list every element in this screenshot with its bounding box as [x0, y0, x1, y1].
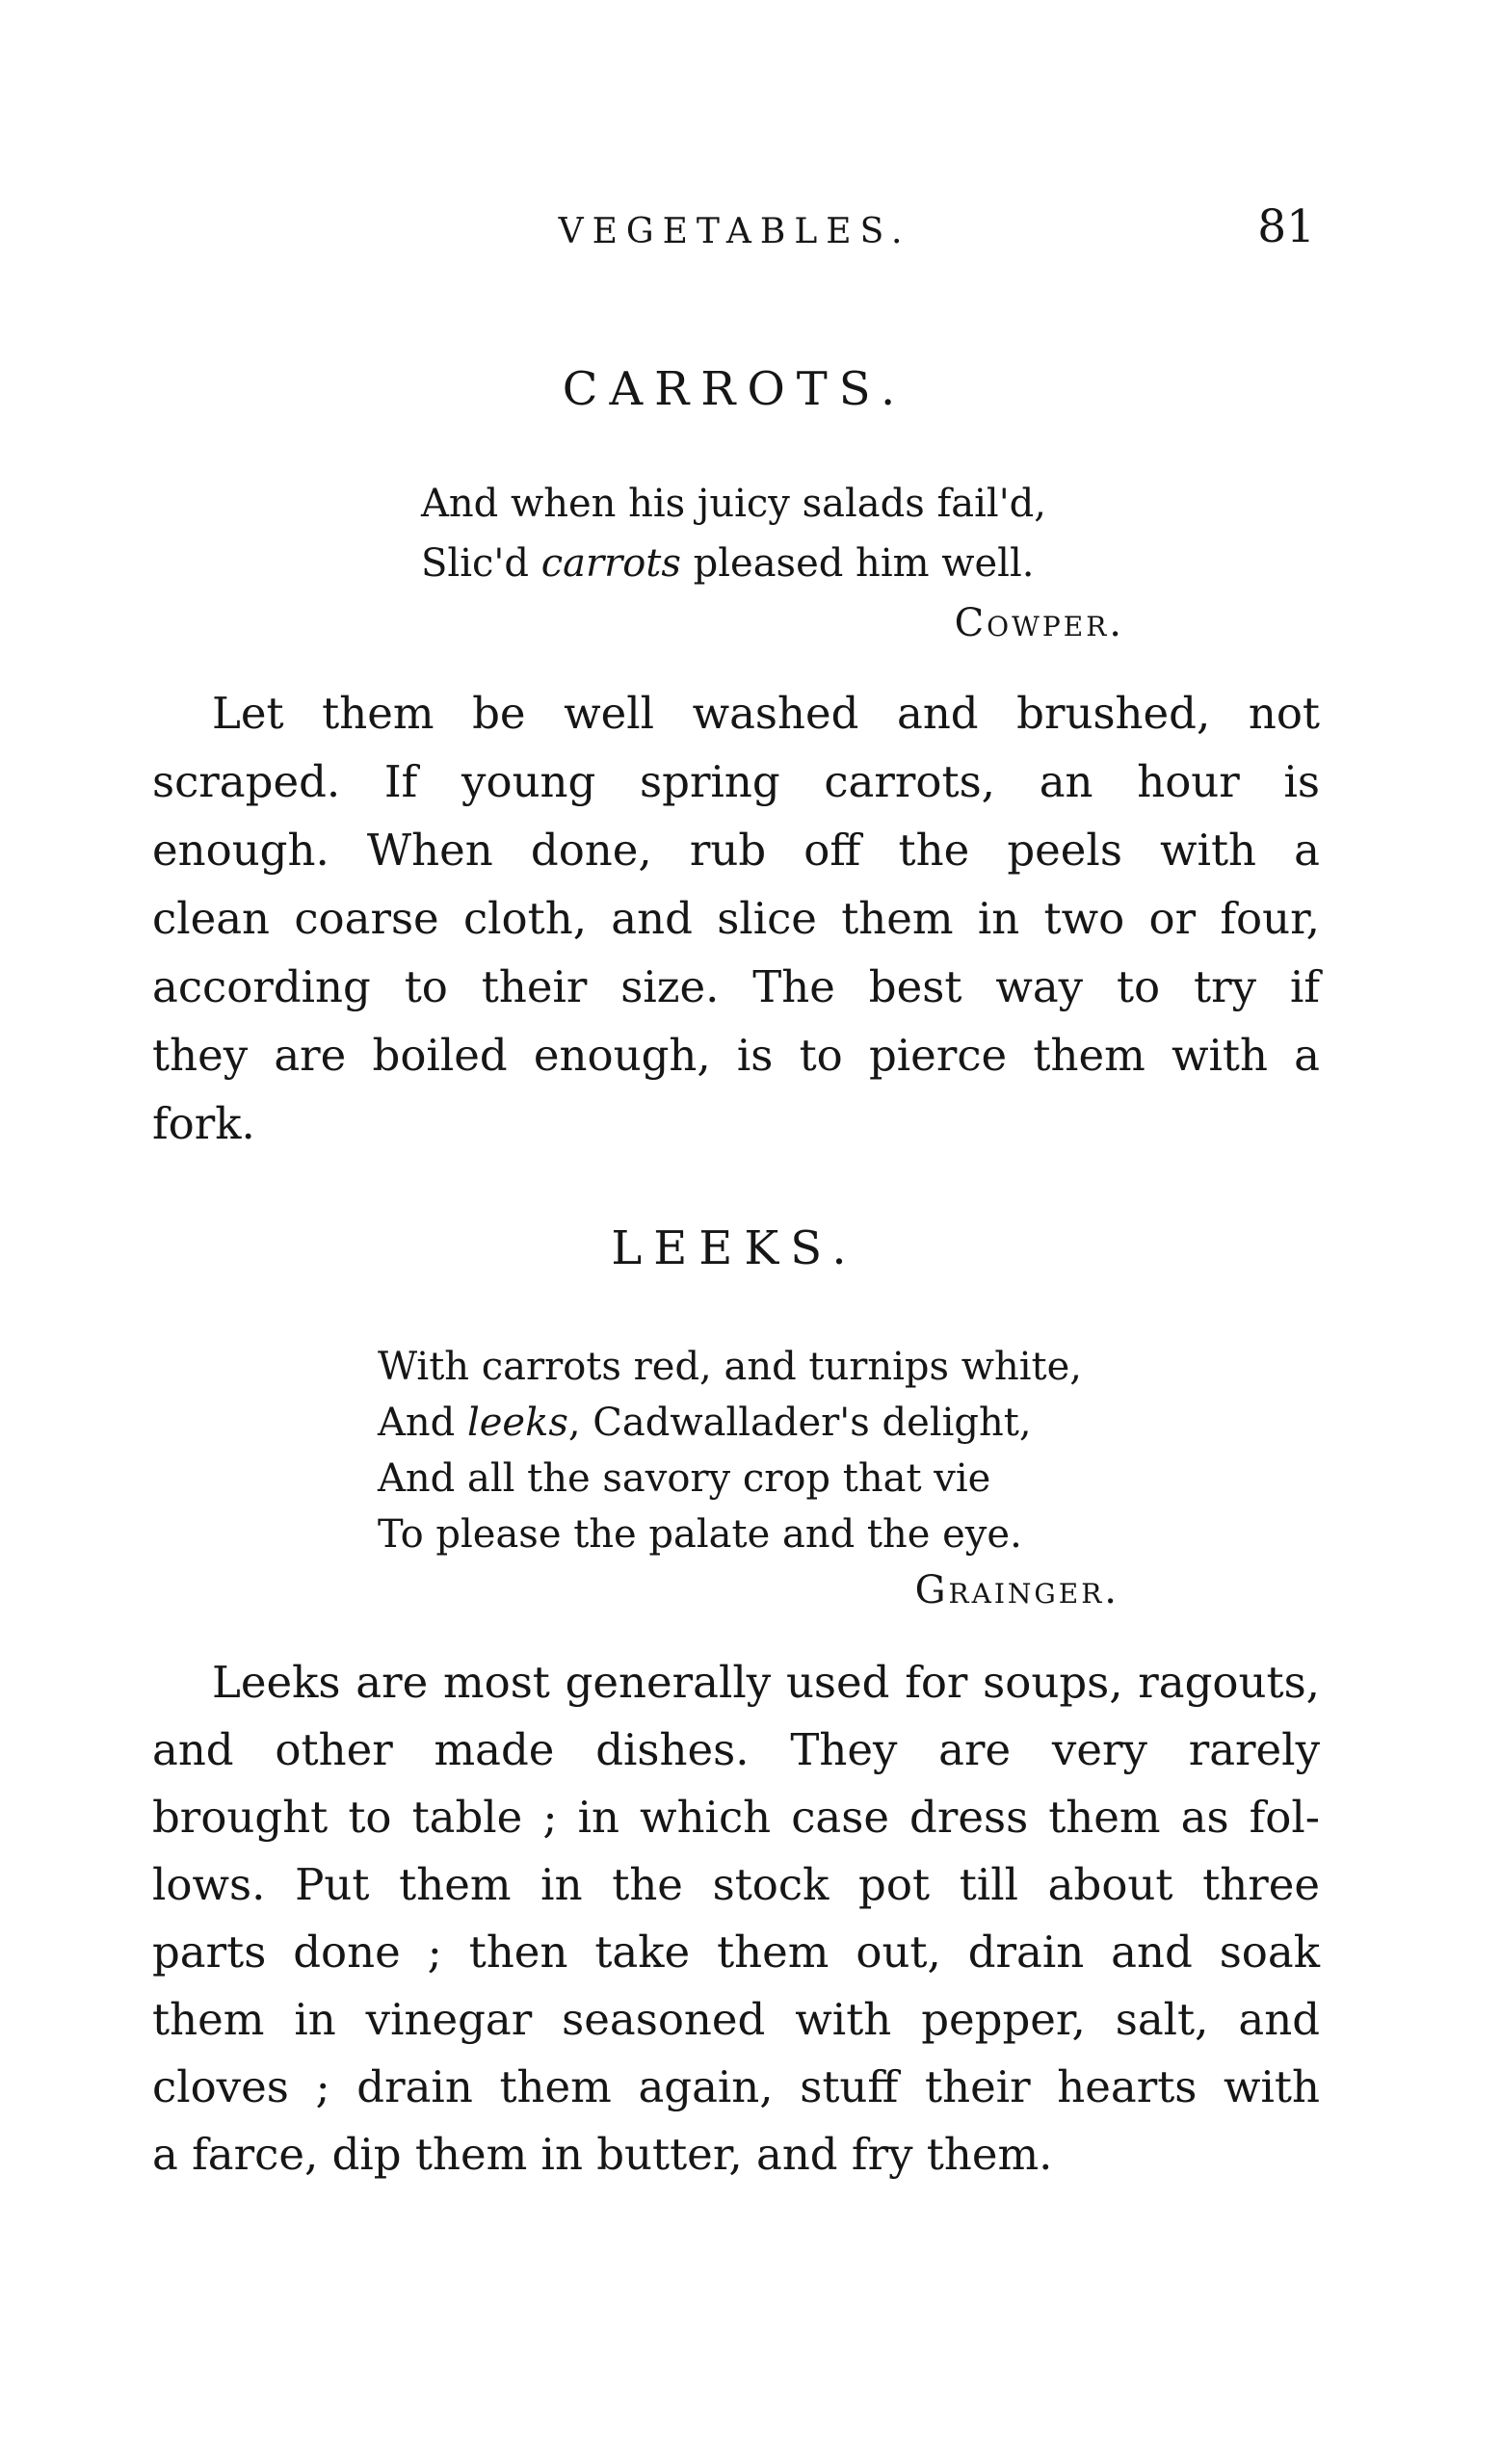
- paragraph-line: scraped. If young spring carrots, an hour is: [152, 756, 1320, 807]
- poem-italic-word: carrots: [540, 541, 681, 586]
- poem-line: [378, 1395, 1119, 1451]
- poem-line: To please the palate and the eye.: [378, 1512, 1022, 1557]
- running-header: VEGETABLES.: [558, 212, 911, 251]
- carrots-poem: [421, 474, 1124, 653]
- leeks-paragraph: [152, 1649, 1320, 2189]
- carrots-paragraph: [152, 679, 1320, 1158]
- paragraph-line: clean coarse cloth, and slice them in two or four,: [152, 893, 1320, 944]
- poem-line-text: And: [378, 1401, 467, 1445]
- poem-line: And when his juicy salads fail'd,: [421, 482, 1047, 526]
- poem-line-text: , Cadwallader's delight,: [567, 1401, 1032, 1445]
- poem-italic-word: leeks: [466, 1401, 568, 1445]
- paragraph-line: cloves ; drain them again, stuff their hearts with: [152, 2061, 1320, 2112]
- poem-line: [421, 534, 1124, 593]
- paragraph-line: and other made dishes. They are very rarely: [152, 1724, 1320, 1775]
- poem-line-text: pleased him well.: [680, 541, 1035, 586]
- poem-line: And all the savory crop that vie: [378, 1456, 991, 1501]
- paragraph-line: brought to table ; in which case dress them as fol-: [152, 1792, 1320, 1843]
- paragraph-line: them in vinegar seasoned with pepper, salt, and: [152, 1994, 1320, 2045]
- poem-attribution-cowper: Cowper.: [954, 601, 1124, 645]
- page-number: 81: [1257, 200, 1315, 253]
- poem-line-text: Slic'd: [421, 541, 541, 586]
- section-heading-carrots: CARROTS.: [562, 362, 908, 416]
- leeks-poem: [378, 1339, 1119, 1618]
- paragraph-line: fork.: [152, 1098, 255, 1149]
- paragraph-line: parts done ; then take them out, drain and soak: [152, 1927, 1320, 1978]
- paragraph-line: Let them be well washed and brushed, not: [212, 688, 1320, 739]
- paragraph-line: lows. Put them in the stock pot till about three: [152, 1859, 1320, 1910]
- paragraph-line: enough. When done, rub off the peels with a: [152, 825, 1320, 876]
- paragraph-line: Leeks are most generally used for soups, ragouts,: [212, 1657, 1320, 1708]
- paragraph-line: according to their size. The best way to try if: [152, 961, 1320, 1012]
- poem-attribution-grainger: Grainger.: [914, 1568, 1119, 1612]
- paragraph-line: they are boiled enough, is to pierce them with a: [152, 1030, 1320, 1081]
- poem-line: With carrots red, and turnips white,: [378, 1345, 1083, 1389]
- section-heading-leeks: LEEKS.: [611, 1221, 858, 1275]
- paragraph-line: a farce, dip them in butter, and fry them.: [152, 2129, 1053, 2180]
